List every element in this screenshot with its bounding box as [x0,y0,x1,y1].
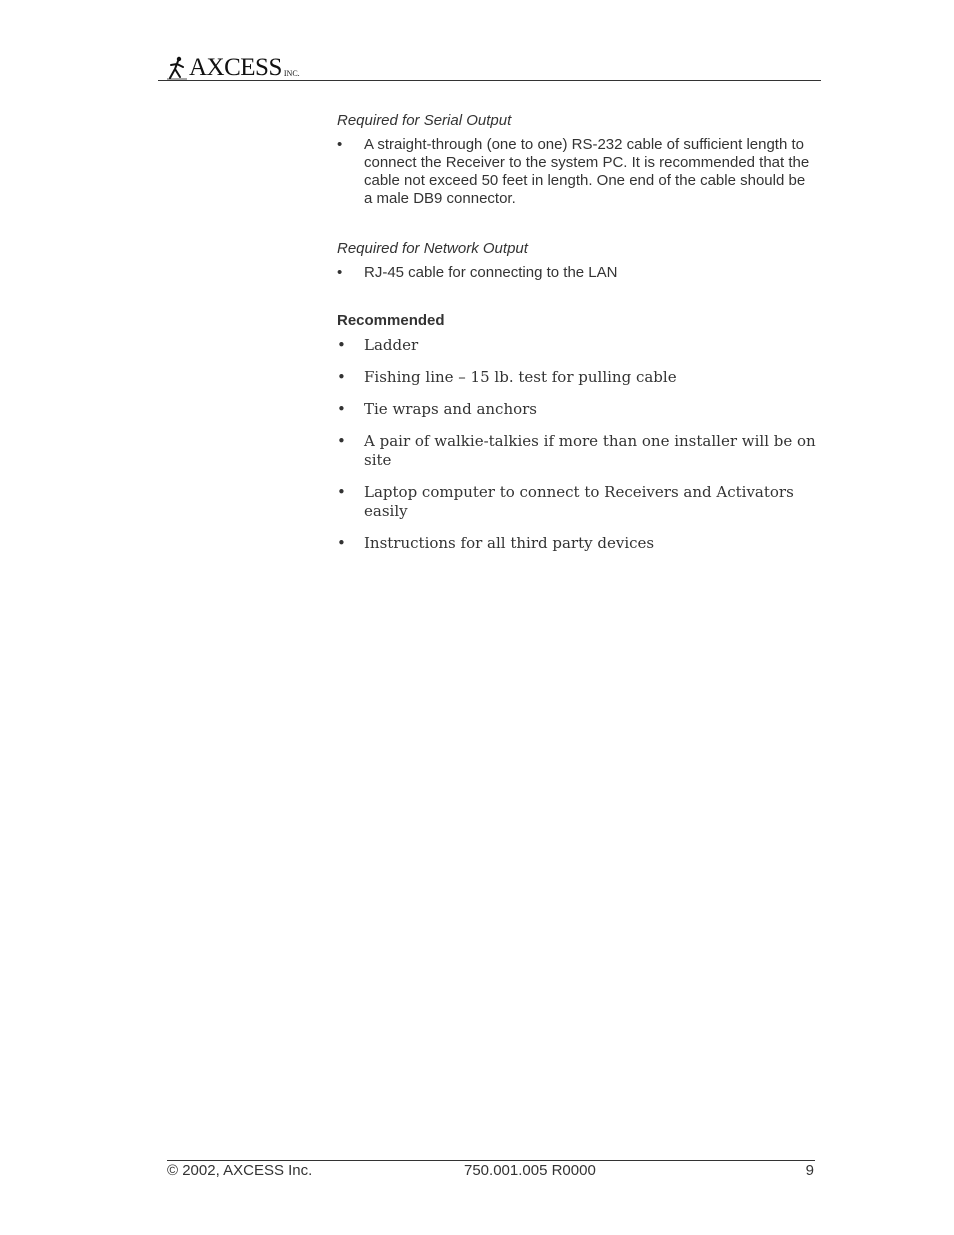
bullet-mark: • [337,400,346,418]
list-item [337,264,817,282]
list-item-text: A pair of walkie-talkies if more than one installer will be on site [364,432,816,469]
bullet-mark: • [337,136,343,153]
list-item-text: RJ-45 cable for connecting to the LAN [364,264,618,281]
section-heading-serial-output: Required for Serial Output [337,112,512,129]
bullet-mark: • [337,432,346,450]
list-item-text: Instructions for all third party devices [364,534,655,552]
list-item-text: Laptop computer to connect to Receivers and Activators easily [364,483,794,520]
page-footer [167,1160,815,1185]
footer-page-number: 9 [805,1162,814,1179]
bullet-mark: • [337,264,343,281]
logo-wordmark: AXCESS [189,54,282,81]
serial-output-list [337,136,817,208]
company-logo [166,54,300,80]
bullet-mark: • [337,534,346,552]
page-header [158,50,821,81]
list-item [337,368,817,387]
list-item [337,483,817,521]
bullet-mark: • [337,368,346,386]
list-item [337,336,817,355]
main-content [337,112,817,566]
list-item-text: A straight-through (one to one) RS-232 cable of sufficient length to connect the Receiver to the system PC. It is recommended that the cable not exceed 50 feet in length. One end of the cable should be a male DB9 connector. [364,136,810,207]
section-heading-network-output: Required for Network Output [337,240,528,257]
recommended-list [337,336,817,553]
section-heading-recommended: Recommended [337,312,445,329]
network-output-list [337,264,817,282]
footer-document-number: 750.001.005 R0000 [464,1162,596,1179]
logo-suffix: INC. [283,69,300,78]
bullet-mark: • [337,483,346,501]
footer-copyright: © 2002, AXCESS Inc. [167,1162,313,1179]
list-item [337,534,817,553]
list-item [337,400,817,419]
list-item-text: Fishing line – 15 lb. test for pulling cable [364,368,677,386]
list-item [337,432,817,470]
bullet-mark: • [337,336,346,354]
running-figure-icon [166,56,188,80]
list-item-text: Ladder [364,336,419,354]
list-item-text: Tie wraps and anchors [364,400,538,418]
list-item [337,136,817,208]
